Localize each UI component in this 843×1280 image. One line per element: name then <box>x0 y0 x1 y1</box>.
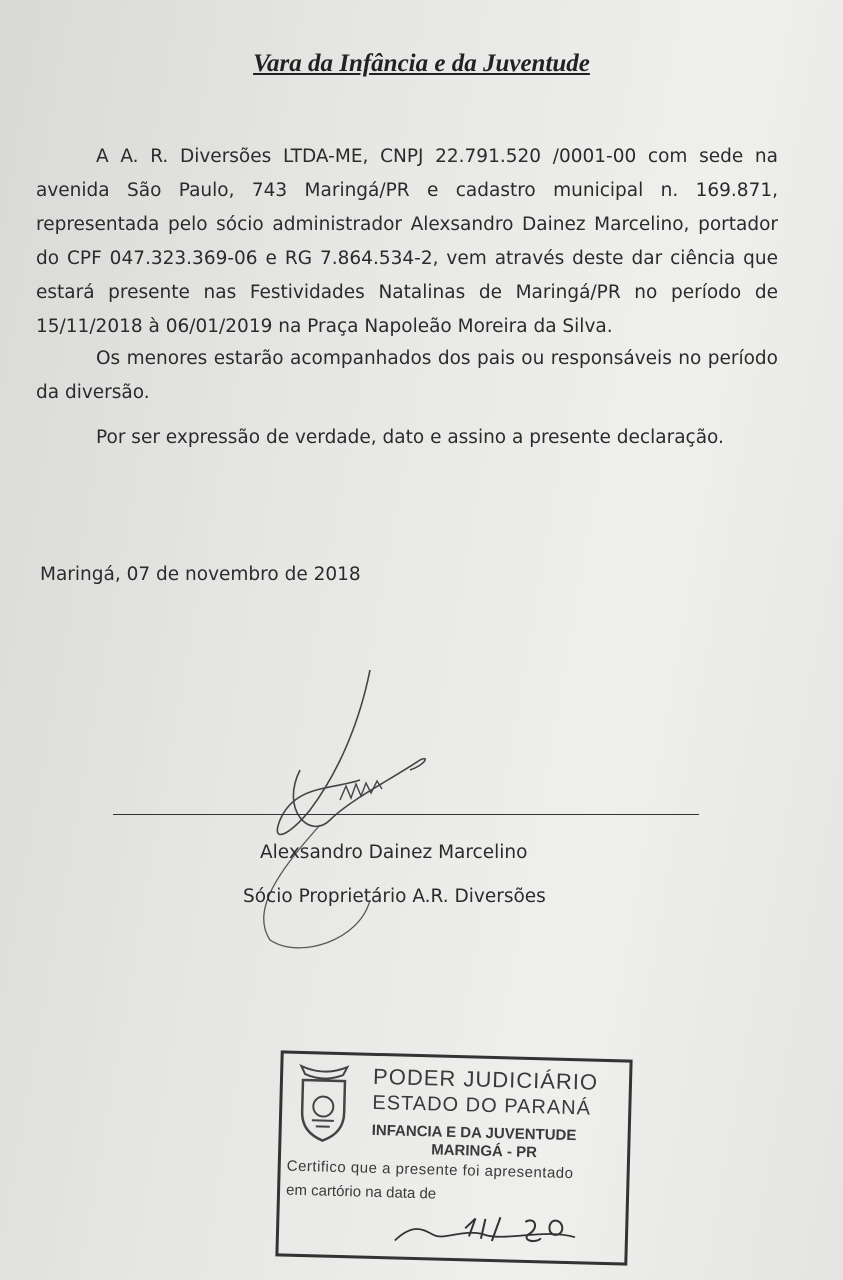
paragraph-closing: Por ser expressão de verdade, dato e assino a presente declaração. <box>96 427 724 448</box>
document-date: Maringá, 07 de novembro de 2018 <box>40 564 361 585</box>
paragraph-minors: Os menores estarão acompanhados dos pais ou responsáveis no período da diversão. <box>36 348 778 403</box>
signatory-name: Alexsandro Dainez Marcelino <box>260 842 528 863</box>
stamp-handwritten-date <box>285 1204 616 1253</box>
stamp-line-city: MARINGÁ - PR <box>430 1141 538 1162</box>
court-stamp <box>275 1050 632 1265</box>
stamp-line-judiciary: PODER JUDICIÁRIO <box>372 1063 599 1095</box>
paragraph-declaration: A A. R. Diversões LTDA-ME, CNPJ 22.791.520 /0001-00 com sede na avenida São Paulo, 743 Maringá/PR e cadastro municipal n. 169.871, representada pelo sócio administrador Alexsandro Dainez Marcelino, portador do CPF 047.323.369-06 e RG 7.864.534-2, vem através deste dar ciência que estará presente nas Festividades Natalinas de Maringá/PR no período de 15/11/2018 à 06/01/2019 na Praça Napoleão Moreira da Silva. <box>36 146 778 337</box>
signature-line <box>113 814 699 815</box>
handwritten-signature <box>240 660 460 960</box>
signatory-role: Sócio Proprietário A.R. Diversões <box>243 886 546 907</box>
stamp-line-registry: em cartório na data de <box>285 1181 437 1203</box>
stamp-line-state: ESTADO DO PARANÁ <box>372 1091 592 1120</box>
coat-of-arms-icon <box>291 1062 355 1144</box>
stamp-line-certify: Certifico que a presente foi apresentado <box>286 1157 574 1183</box>
stamp-line-court: INFANCIA E DA JUVENTUDE <box>371 1121 577 1145</box>
document-title: Vara da Infância e da Juventude <box>253 50 590 77</box>
